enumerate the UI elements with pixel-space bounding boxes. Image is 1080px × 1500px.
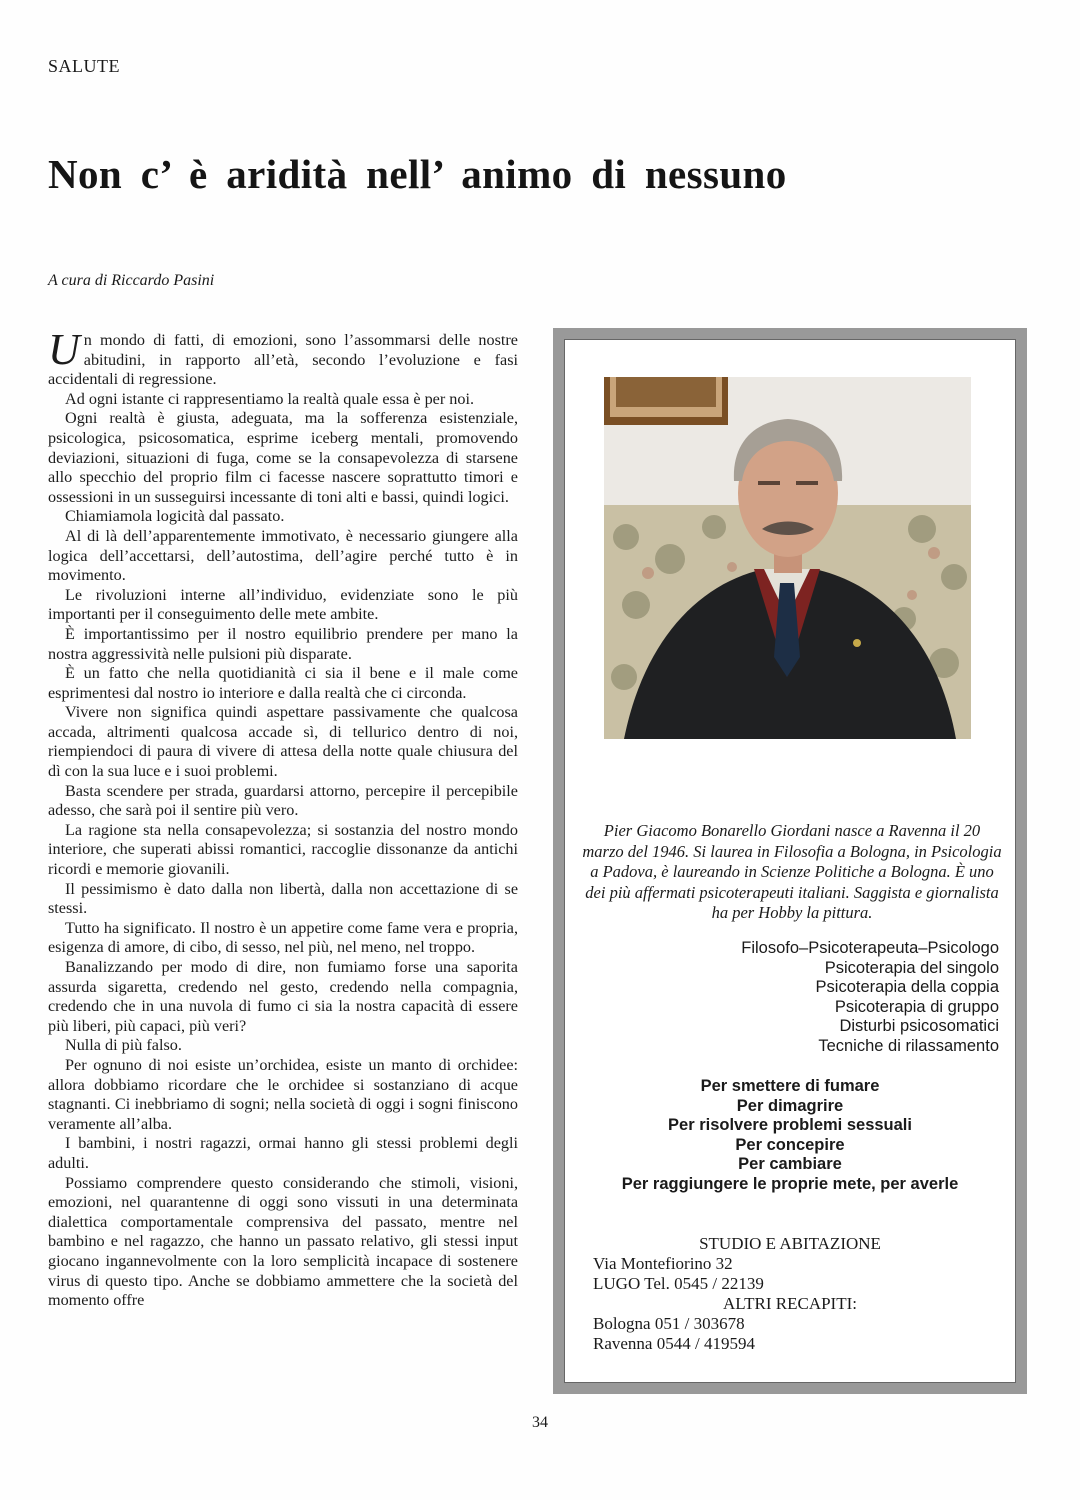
article-paragraph: Basta scendere per strada, guardarsi attorno, percepire il percepibile adesso, che sarà poi il sentire più vero. — [48, 781, 518, 820]
article-paragraph-1 — [48, 325, 518, 390]
article-paragraph: Chiamiamola logicità dal passato. — [65, 507, 285, 526]
article-paragraph: Nulla di più falso. — [65, 1036, 182, 1055]
article-paragraph: Per ognuno di noi esiste un’orchidea, esiste un manto di orchidee: allora dobbiamo ricordare che le orchidee si sostanziano di acque stagnanti. Ci inebbriamo di sogni; nella società di oggi i sogni finiscono veramente all’alba. — [48, 1055, 518, 1133]
goal-item: Per cambiare — [738, 1155, 842, 1173]
section-label: SALUTE — [48, 56, 120, 76]
portrait-illustration — [604, 377, 971, 739]
article-paragraph: La ragione sta nella consapevolezza; si sostanzia del nostro mondo interiore, che superati abissi romantici, raccoglie dissonanze da antichi ricordi e memorie giovanili. — [48, 820, 518, 879]
service-item: Psicoterapia del singolo — [824, 958, 999, 977]
article-paragraph: Banalizzando per modo di dire, non fumiamo forse una saporita assurda sigaretta, credendo nel gesto, credendo nella compagnia, credendo che in una nuvola di fumo ci sia la nostra capacità di essere più liberi, più capaci, più veri? — [48, 958, 518, 1035]
article-paragraph: Possiamo comprendere questo considerando che stimoli, visioni, emozioni, nel quarantenne di oggi sono vissuti in una determinata dialettica comportamentale comprensiva del passato, mentre nel bambino e nel ragazzo, che hanno un passato relativo, gli stessi input giocano ingannevolmente con la loro semplicità incapace di sostenere virus di questo tipo. Anche se dobbiamo ammettere che la società del momento offre — [48, 1173, 518, 1310]
article-paragraph: È importantissimo per il nostro equilibrio prendere per mano la nostra aggressività nelle pulsioni più disparate. — [48, 624, 518, 663]
article-paragraph: Il pessimismo è dato dalla non libertà, dalla non accettazione di se stessi. — [48, 879, 518, 918]
article-paragraph: Vivere non significa quindi aspettare passivamente che qualcosa accada, altrimenti qualcosa accade sì, di tellurico dentro di noi, riempiendoci di paura di vivere di attesa della notte quale chiusura del dì con la sua luce e i suoi problemi. — [48, 703, 518, 781]
contact-address: Via Montefiorino 32 — [593, 1254, 733, 1273]
portrait-photo — [604, 377, 971, 739]
article-paragraph: Al di là dell’apparentemente immotivato, è necessario giungere alla logica dell’accettarsi, dell’autostima, dell’agire perché tutto è in movimento. — [48, 526, 518, 585]
contact-phone: LUGO Tel. 0545 / 22139 — [593, 1274, 764, 1293]
article-paragraph: È un fatto che nella quotidianità ci sia il bene e il male come esprimentesi dal nostro io interiore e dalla realtà che ci circonda. — [48, 664, 518, 702]
contact-ravenna: Ravenna 0544 / 419594 — [593, 1334, 755, 1353]
goal-item: Per smettere di fumare — [700, 1077, 880, 1095]
article-title: Non c’ è aridità nell’ animo di nessuno — [48, 151, 787, 197]
service-item: Psicoterapia della coppia — [815, 978, 999, 996]
article-paragraph-text: n mondo di fatti, di emozioni, sono l’assommarsi delle nostre abitudini, in rapporto all’età, secondo l’evoluzione e fasi accidentali di regressione. — [48, 331, 518, 389]
other-contacts-title: ALTRI RECAPITI: — [723, 1294, 857, 1313]
service-item: Filosofo–Psicoterapeuta–Psicologo — [741, 939, 999, 957]
article-paragraph: Le rivoluzioni interne all’individuo, evidenziate sono le più importanti per il conseguimento delle mete ambite. — [48, 585, 518, 624]
page-number: 34 — [532, 1414, 548, 1431]
sidebar-box — [553, 328, 1027, 1394]
drop-cap: U — [48, 325, 80, 374]
goals-list — [564, 1077, 1016, 1194]
article-paragraph: Tutto ha significato. Il nostro è un appetire come fame vera e propria, esigenza di amore, di cibo, di sesso, nel più, nel meno, nel troppo. — [48, 918, 518, 957]
goal-item: Per raggiungere le proprie mete, per averle — [621, 1174, 959, 1193]
service-item: Psicoterapia di gruppo — [834, 997, 999, 1016]
goal-item: Per dimagrire — [736, 1096, 844, 1115]
service-item: Disturbi psicosomatici — [839, 1017, 999, 1035]
service-item: Tecniche di rilassamento — [818, 1036, 999, 1055]
goal-item: Per concepire — [735, 1135, 845, 1154]
contact-bologna: Bologna 051 / 303678 — [593, 1314, 745, 1333]
byline: A cura di Riccardo Pasini — [48, 272, 215, 289]
article-paragraph: I bambini, i nostri ragazzi, ormai hanno gli stessi problemi degli adulti. — [48, 1134, 518, 1172]
article-paragraph: Ogni realtà è giusta, adeguata, ma la sofferenza esistenziale, psicologica, psicosomatica, esprime iceberg mentali, promovendo deviazioni, situazioni di fuga, come se la consapevolezza di starsene allo specchio del proprio film ci facesse nascere soprattutto timori e ossessioni in un susseguirsi incessante di toni alti e bassi, quindi logici. — [48, 409, 518, 506]
article-paragraph: Ad ogni istante ci rappresentiamo la realtà quale essa è per noi. — [65, 389, 475, 408]
article-body — [48, 325, 518, 1311]
contact-title: STUDIO E ABITAZIONE — [699, 1234, 881, 1253]
services-list — [741, 939, 999, 1056]
goal-item: Per risolvere problemi sessuali — [668, 1116, 912, 1134]
bio-caption: Pier Giacomo Bonarello Giordani nasce a Ravenna il 20 marzo del 1946. Si laurea in Filosofia a Bologna, in Psicologia a Padova, è laureando in Scienze Politiche a Bologna. È uno dei più affermati psicoterapeuti italiani. Saggista e giornalista ha per Hobby la pittura. — [582, 821, 1002, 922]
